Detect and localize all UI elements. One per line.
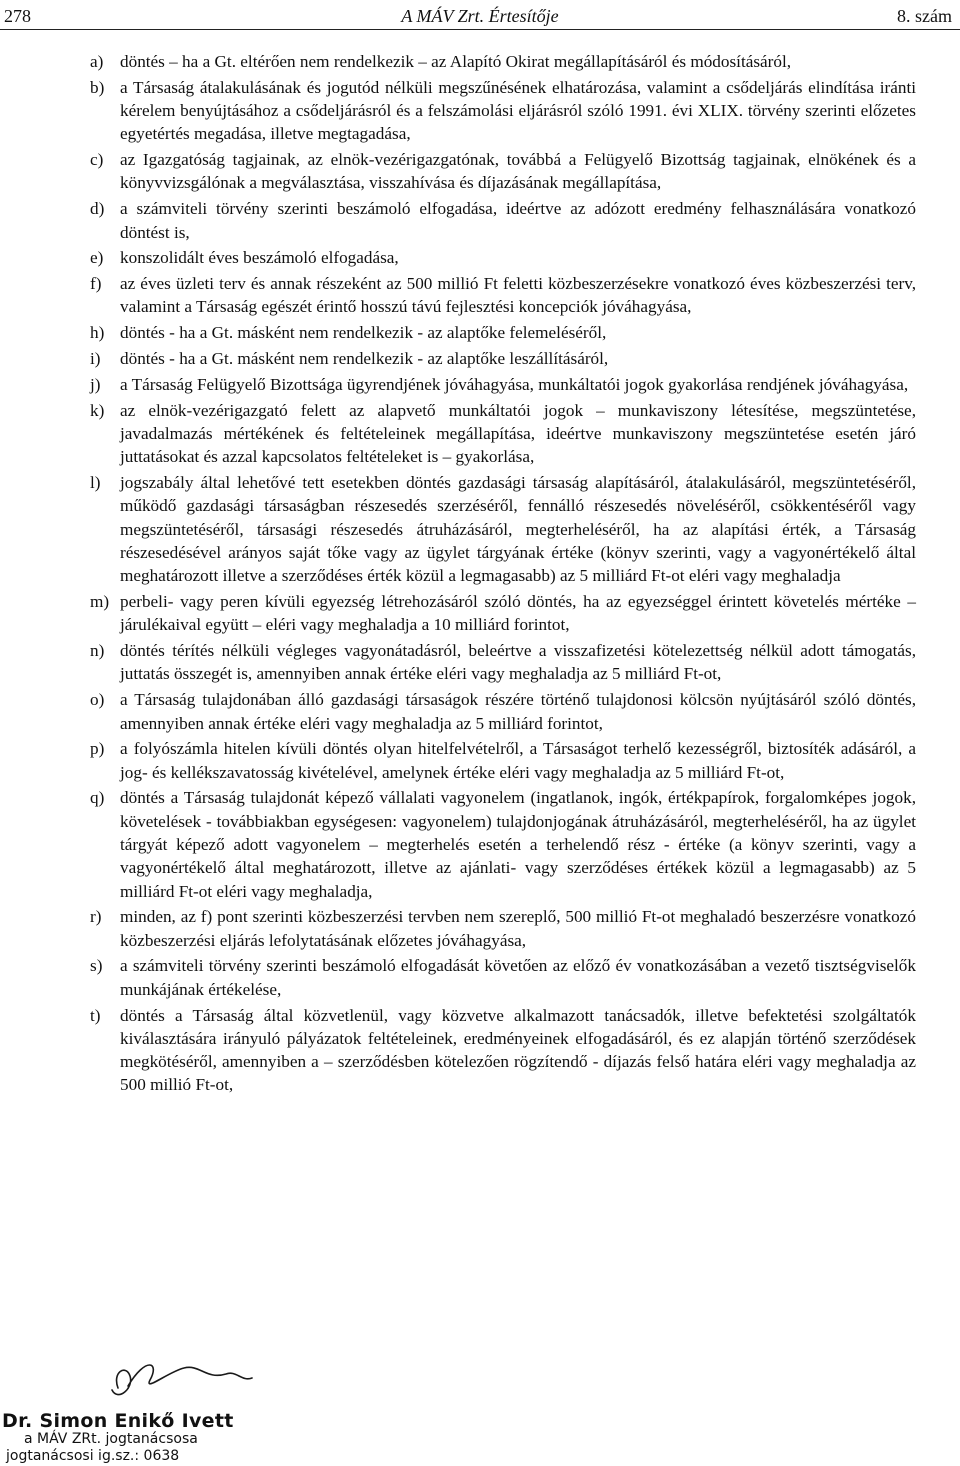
list-item-f <box>90 272 916 319</box>
item-text: az éves üzleti terv és annak részeként az 500 millió Ft feletti közbeszerzésekre vonatkozó éves közbeszerzési terv, valamint a Társaság egészét érintő hosszú távú fejlesztési koncepciók jóváhagyása, <box>120 274 916 317</box>
list-item-j <box>90 373 916 396</box>
item-text: döntés - ha a Gt. másként nem rendelkezik - az alaptőke leszállításáról, <box>120 349 609 369</box>
item-marker: b) <box>90 77 105 97</box>
list-item-n <box>90 639 916 686</box>
item-marker: m) <box>90 592 110 612</box>
list-item-o <box>90 688 916 735</box>
list-item-r <box>90 905 916 952</box>
page-number: 278 <box>4 6 31 26</box>
handwritten-signature <box>0 1328 300 1418</box>
item-marker: r) <box>90 907 102 927</box>
list-item-d <box>90 197 916 244</box>
item-marker: d) <box>90 199 105 219</box>
item-marker: q) <box>90 788 105 808</box>
item-text: döntés - ha a Gt. másként nem rendelkezik - az alaptőke felemeléséről, <box>120 323 607 343</box>
list-item-l <box>90 471 916 587</box>
list-item-c <box>90 148 916 195</box>
item-text: a Társaság átalakulásának és jogutód nélküli megszűnésének elhatározása, valamint a csődeljárás elindítása iránti kérelem benyújtásához a csődeljárásról és a felszámolási eljárásról szóló 1991. évi XLIX. törvény szerinti előzetes egyetértés megadása, illetve megtagadása, <box>120 77 916 144</box>
list-item-k <box>90 399 916 469</box>
signer-registration: jogtanácsosi ig.sz.: 0638 <box>6 1448 180 1464</box>
list-item-b <box>90 76 916 146</box>
item-text: a folyószámla hitelen kívüli döntés olyan hitelfelvételről, a Társaságot terhelő kezességről, biztosíték adásáról, a jog- és kellékszavatosság kivételével, amelynek értéke eléri vagy meghaladja az 5 milliárd Ft-ot, <box>120 739 916 782</box>
item-text: perbeli- vagy peren kívüli egyezség létrehozásáról szóló döntés, ha az egyezséggel érintett követelés mértéke – járulékaival együtt – eléri vagy meghaladja a 10 milliárd forintot, <box>120 592 916 635</box>
list-item-q <box>90 786 916 902</box>
item-text: az elnök-vezérigazgató felett az alapvető munkáltatói jogok – munkaviszony létesítése, megszüntetése, javadalmazás mértékének és feltételeinek megállapítása, ideértve munkaviszony megszüntetése esetén járó juttatásokat és azzal kapcsolatos feltételeket is – gyakorlása, <box>120 400 916 467</box>
list-item-t <box>90 1004 916 1097</box>
item-text: konszolidált éves beszámoló elfogadása, <box>120 248 399 268</box>
item-marker: j) <box>90 374 101 394</box>
item-text: jogszabály által lehetővé tett esetekben döntés gazdasági társaság alapításáról, átalakulásáról, megszüntetéséről, működő gazdasági társaságban részesedés szerzéséről, fennálló részesedés növeléséről, csökkentéséről vagy megszüntetéséről, társasági részesedés átruházásáról, megterheléséről, ha az alapítási érték, a Társaság részesedésével arányos saját tőke vagy az ügylet tárgyának értéke (könyv szerinti, vagy a vagyonértékelő által meghatározott illetve a szerződéses érték közül a legmagasabb) az 5 milliárd Ft-ot eléri vagy meghaladja <box>120 473 916 586</box>
signer-name: Dr. Simon Enikő Ivett <box>2 1410 234 1432</box>
item-text: döntés a Társaság tulajdonát képező vállalati vagyonelem (ingatlanok, ingók, értékpapírok, forgalomképes jogok, követelések - továbbiakban egységesen: vagyonelem) tulajdonjogának átruházásáról, megterheléséről, ha az ügylet tárgyát képező adott vagyonelem – megterhelés esetén a terhelendő rész - értéke (a könyv szerinti, vagy a vagyonértékelő által meghatározott, illetve az ajánlati- vagy szerződéses értékek közül a legmagasabb) az 5 milliárd Ft-ot eléri vagy meghaladja, <box>120 788 916 901</box>
item-marker: a) <box>90 52 104 71</box>
issue-number: 8. szám <box>897 6 952 26</box>
header-rule <box>0 29 960 30</box>
list-item-m <box>90 590 916 637</box>
item-marker: n) <box>90 641 105 661</box>
item-text: a számviteli törvény szerinti beszámoló elfogadását követően az előző év vonatkozásában a vezető tisztségviselők munkájának értékelése, <box>120 956 916 999</box>
item-marker: e) <box>90 248 104 268</box>
item-text: a számviteli törvény szerinti beszámoló elfogadása, ideértve az adózott eredmény felhasználására vonatkozó döntést is, <box>120 199 916 242</box>
item-marker: h) <box>90 323 105 343</box>
item-marker: o) <box>90 690 105 710</box>
item-marker: t) <box>90 1005 101 1025</box>
item-marker: f) <box>90 274 102 294</box>
item-marker: c) <box>90 150 104 170</box>
list-item-i <box>90 347 916 370</box>
signer-title: a MÁV ZRt. jogtanácsosa <box>24 1431 198 1447</box>
list-item-h <box>90 321 916 344</box>
signature-stamp <box>0 1328 300 1466</box>
item-text: a Társaság tulajdonában álló gazdasági társaságok részére történő tulajdonosi kölcsön nyújtásáról szóló döntés, amennyiben annak értéke eléri vagy meghaladja az 5 milliárd forintot, <box>120 690 916 733</box>
item-marker: p) <box>90 739 105 759</box>
list-item-e <box>90 246 916 269</box>
list-item-s <box>90 954 916 1001</box>
item-text: minden, az f) pont szerinti közbeszerzési tervben nem szereplő, 500 millió Ft-ot meghaladó beszerzésre vonatkozó közbeszerzési eljárás lefolytatásának előzetes jóváhagyása, <box>120 907 916 950</box>
item-marker: l) <box>90 473 101 493</box>
item-text: döntés – ha a Gt. eltérően nem rendelkezik – az Alapító Okirat megállapításáról és módosításáról, <box>120 52 792 71</box>
list-item-p <box>90 737 916 784</box>
item-list <box>90 50 916 1099</box>
item-text: döntés térítés nélküli végleges vagyonátadásról, beleértve a visszafizetési kötelezettség nélkül adott támogatás, juttatás összegét is, amennyiben annak értéke eléri vagy meghaladja az 5 milliárd Ft-ot, <box>120 641 916 684</box>
item-marker: k) <box>90 400 105 420</box>
item-text: az Igazgatóság tagjainak, az elnök-vezérigazgatónak, továbbá a Felügyelő Bizottság tagjainak, elnökének és a könyvvizsgálónak a megválasztása, visszahívása és díjazásának megállapítása, <box>120 150 916 193</box>
item-text: döntés a Társaság által közvetlenül, vagy közvetve alkalmazott tanácsadók, illetve befektetési szolgáltatók kiválasztására irányuló pályázatok feltételeinek, eredményeinek elfogadásáról, és ez alapján történő szerződések megkötéséről, amennyiben a – szerződésben kötelezően rögzítendő - díjazás felső határa eléri vagy meghaladja az 500 millió Ft-ot, <box>120 1005 916 1095</box>
list-item-a <box>90 50 916 73</box>
item-marker: s) <box>90 956 103 976</box>
item-text: a Társaság Felügyelő Bizottsága ügyrendjének jóváhagyása, munkáltatói jogok gyakorlása rendjének jóváhagyása, <box>120 374 909 394</box>
journal-title: A MÁV Zrt. Értesítője <box>401 6 559 26</box>
page-header <box>0 0 960 30</box>
item-marker: i) <box>90 349 101 369</box>
